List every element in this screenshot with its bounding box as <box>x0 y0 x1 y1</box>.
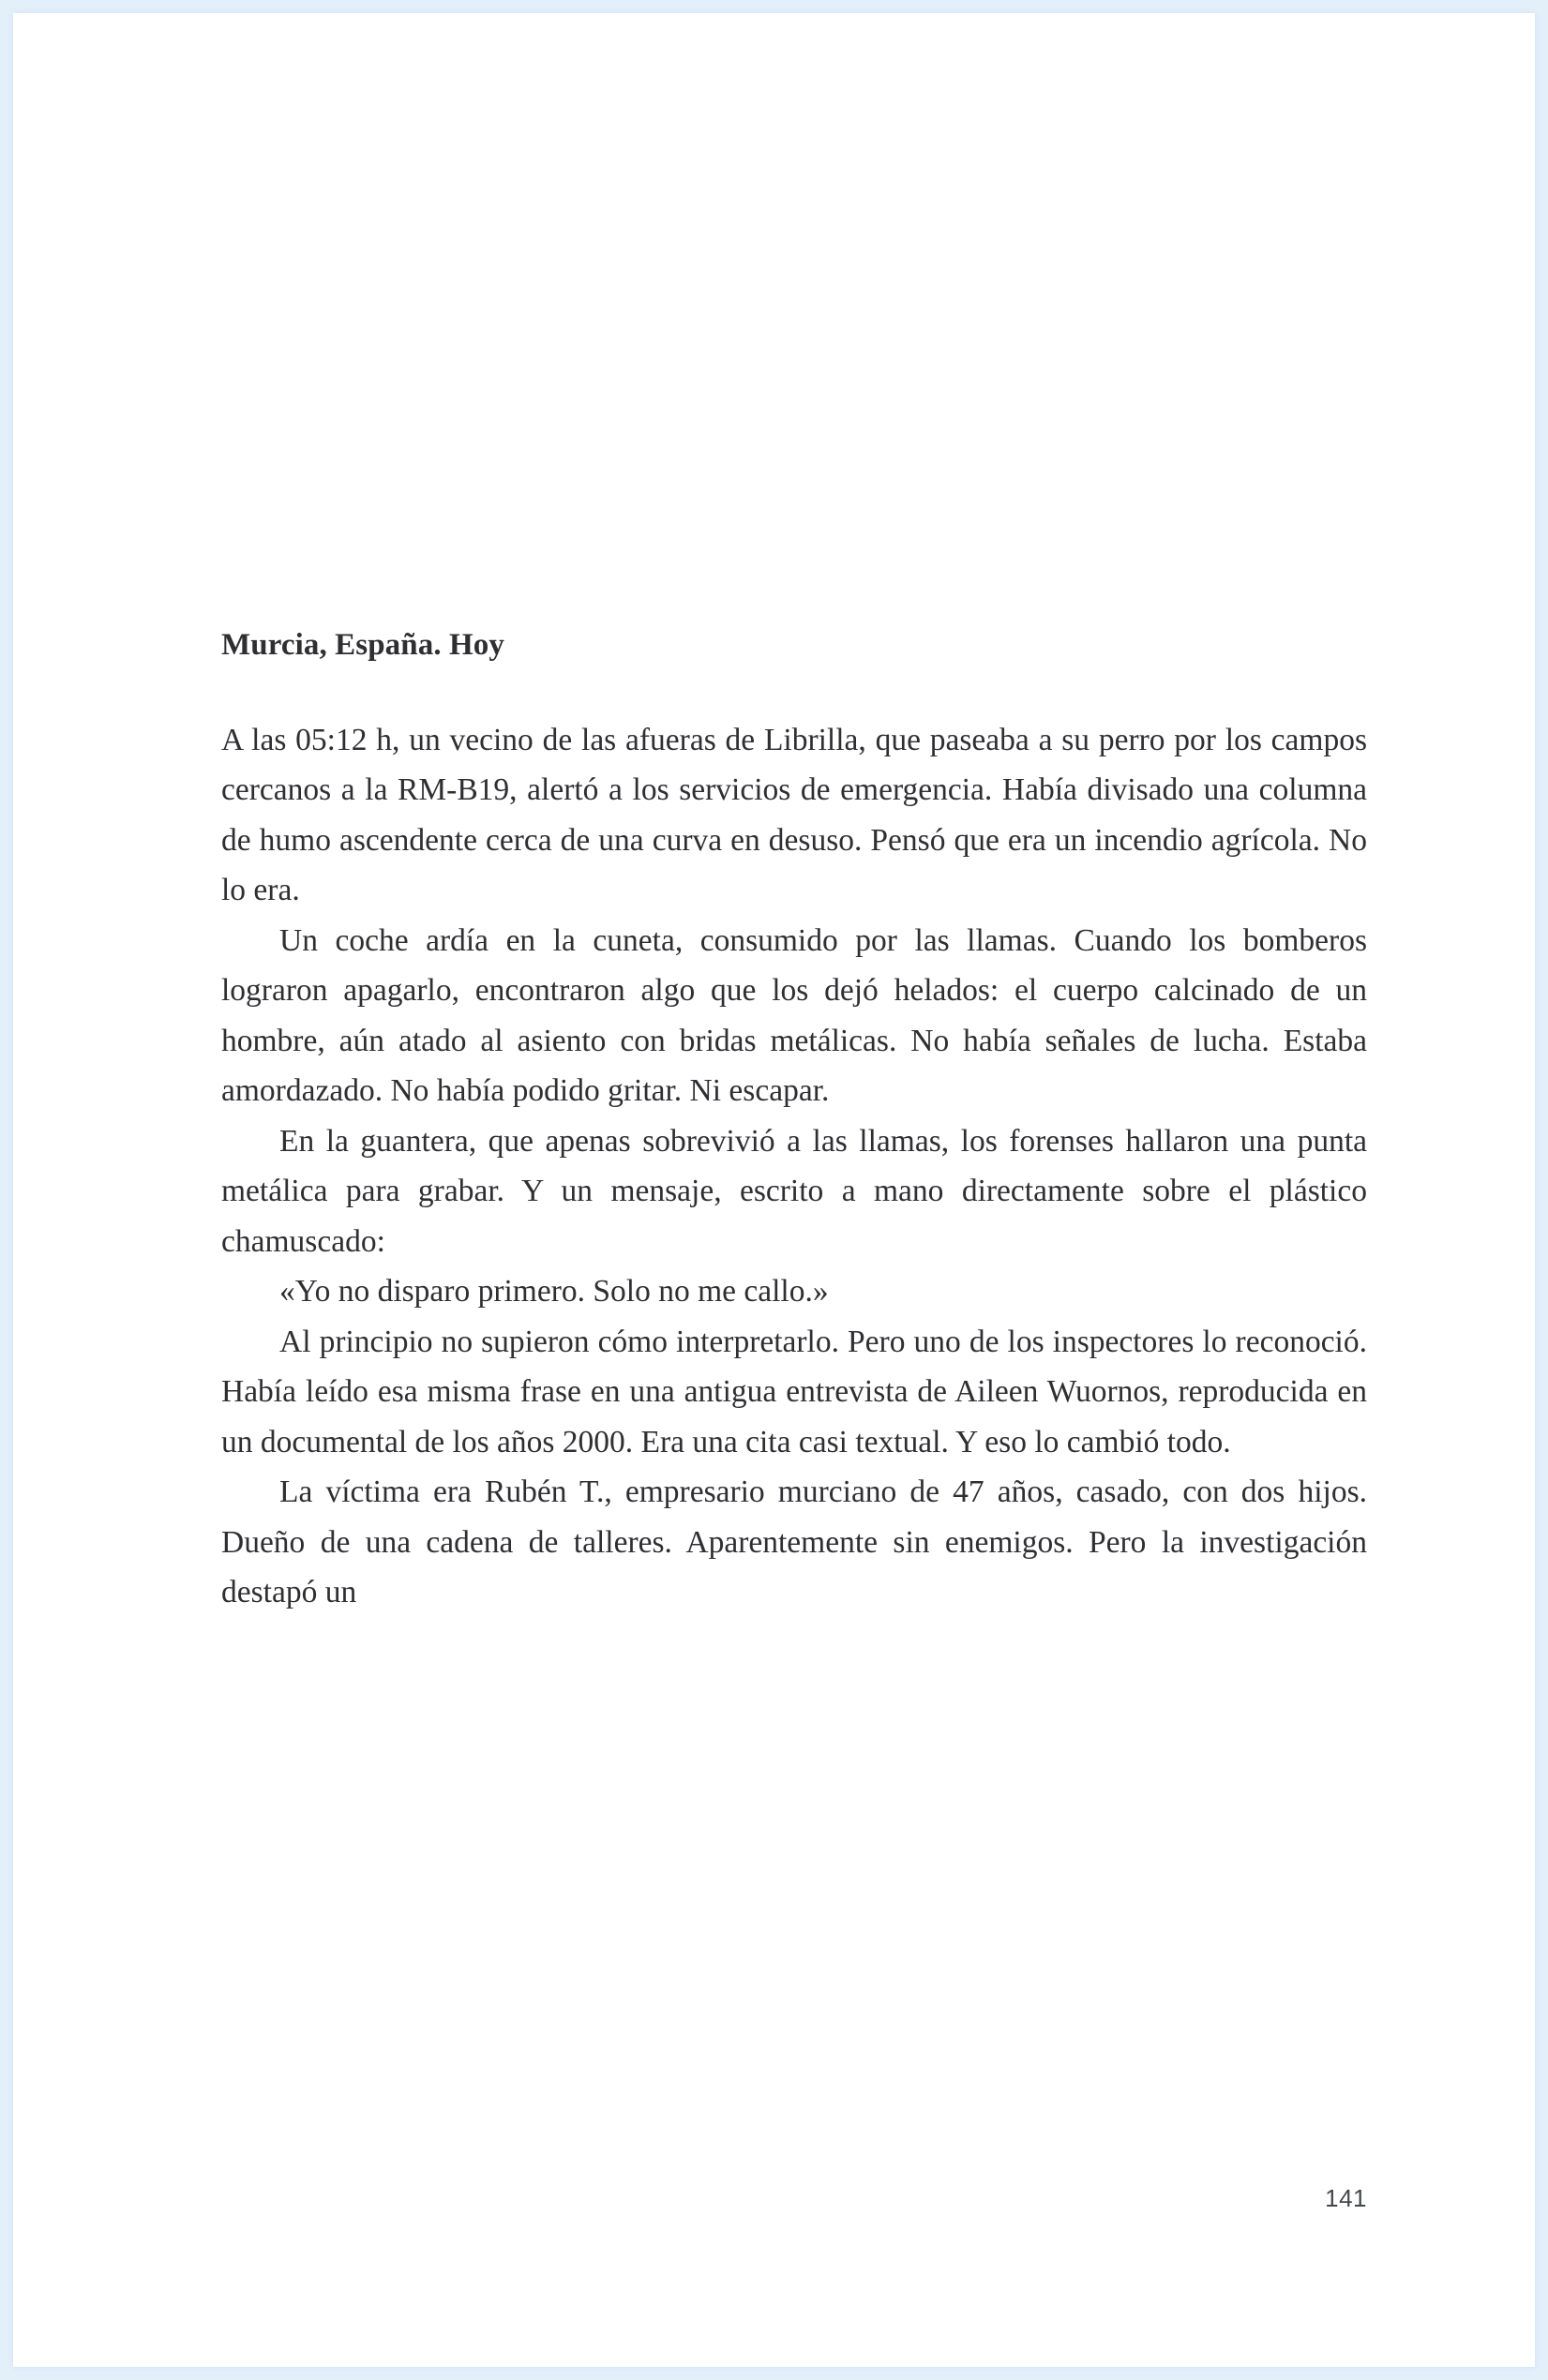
body-text <box>221 715 1367 1618</box>
page-text-column <box>221 627 1367 1618</box>
paragraph-4-quote: «Yo no disparo primero. Solo no me callo.» <box>279 1274 829 1310</box>
paragraph-1: A las 05:12 h, un vecino de las afueras de Librilla, que paseaba a su perro por los campos cercanos a la RM-B19, alertó a los servicios de emergencia. Había divisado una columna de humo ascendente cerca de una curva en desuso. Pensó que era un incendio agrícola. No lo era. <box>221 722 1367 908</box>
book-page <box>13 13 1535 2367</box>
section-heading: Murcia, España. Hoy <box>221 628 504 662</box>
page-number: 141 <box>1325 2184 1367 2212</box>
paragraph-2: Un coche ardía en la cuneta, consumido por las llamas. Cuando los bomberos lograron apagarlo, encontraron algo que los dejó helados: el cuerpo calcinado de un hombre, aún atado al asiento con bridas metálicas. No había señales de lucha. Estaba amordazado. No había podido gritar. Ni escapar. <box>221 922 1367 1109</box>
paragraph-5: Al principio no supieron cómo interpretarlo. Pero uno de los inspectores lo reconoció. Había leído esa misma frase en una antigua entrevista de Aileen Wuornos, reproducida en un documental de los años 2000. Era una cita casi textual. Y eso lo cambió todo. <box>221 1324 1367 1459</box>
paragraph-3: En la guantera, que apenas sobrevivió a las llamas, los forenses hallaron una punta metálica para grabar. Y un mensaje, escrito a mano directamente sobre el plástico chamuscado: <box>221 1123 1367 1259</box>
paragraph-6: La víctima era Rubén T., empresario murciano de 47 años, casado, con dos hijos. Dueño de una cadena de talleres. Aparentemente sin enemigos. Pero la investigación destapó un <box>221 1474 1367 1610</box>
